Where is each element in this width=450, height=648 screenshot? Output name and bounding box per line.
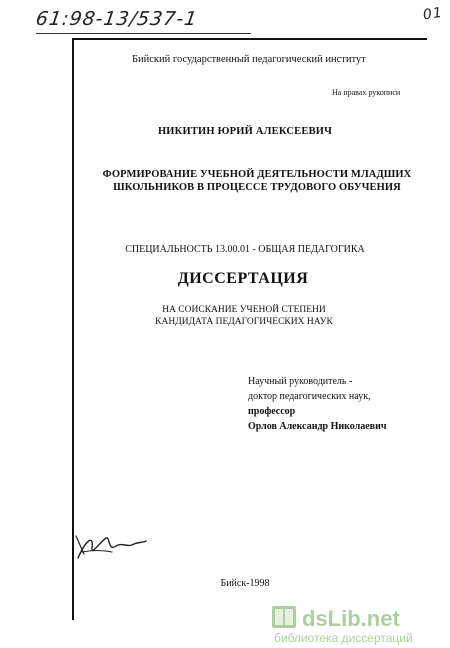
watermark-brand: dsLib.net <box>302 606 400 631</box>
dslib-watermark <box>266 598 450 648</box>
supervisor-title: профессор <box>248 406 296 417</box>
supervisor-role: Научный руководитель - <box>248 376 353 387</box>
supervisor-degree: доктор педагогических наук, <box>248 391 371 402</box>
supervisor-name: Орлов Александр Николаевич <box>248 421 387 432</box>
title-line: ФОРМИРОВАНИЕ УЧЕБНОЙ ДЕЯТЕЛЬНОСТИ МЛАДШИХ <box>102 169 412 180</box>
supervisor-block <box>248 374 386 434</box>
degree-line: НА СОИСКАНИЕ УЧЕНОЙ СТЕПЕНИ <box>162 305 326 315</box>
document-type: ДИССЕРТАЦИЯ <box>177 270 309 287</box>
frame-top-line <box>72 38 427 40</box>
degree-line: КАНДИДАТА ПЕДАГОГИЧЕСКИХ НАУК <box>155 317 333 327</box>
page-number: 01 <box>421 4 444 24</box>
catalog-number: 61:98-13/537-1 <box>34 8 199 30</box>
institute-name: Бийский государственный педагогический институт <box>132 54 366 65</box>
author-name: НИКИТИН ЮРИЙ АЛЕКСЕЕВИЧ <box>157 126 333 137</box>
degree-statement <box>0 304 450 328</box>
catalog-underline <box>36 33 251 34</box>
specialty: СПЕЦИАЛЬНОСТЬ 13.00.01 - ОБЩАЯ ПЕДАГОГИКА <box>125 244 365 255</box>
rights-notice: На правах рукописи <box>332 88 401 97</box>
watermark-tagline: библиотека диссертаций <box>274 631 413 645</box>
book-icon <box>272 606 296 628</box>
city-year: Бийск-1998 <box>220 578 270 589</box>
signature <box>72 528 150 564</box>
dissertation-title <box>90 168 424 194</box>
title-line: ШКОЛЬНИКОВ В ПРОЦЕССЕ ТРУДОВОГО ОБУЧЕНИЯ <box>113 182 401 193</box>
